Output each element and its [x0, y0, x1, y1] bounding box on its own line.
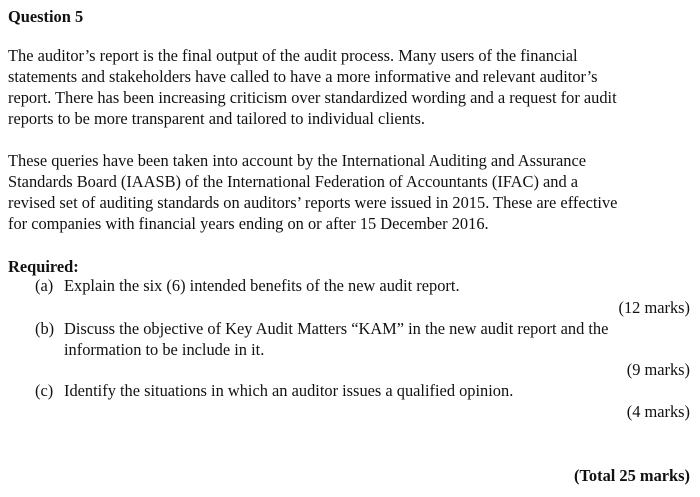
paragraph-line: The auditor’s report is the final output of the audit process. Many users of the financial [8, 46, 578, 65]
intro-paragraph [8, 45, 696, 129]
sub-question-label: (c) [35, 381, 54, 400]
sub-question-c [35, 380, 513, 401]
question-title: Question 5 [8, 7, 84, 26]
marks-c: (4 marks) [626, 402, 690, 421]
paragraph-line: These queries have been taken into account by the International Auditing and Assurance [8, 151, 587, 170]
paragraph-line: statements and stakeholders have called to have a more informative and relevant auditor’s [8, 67, 598, 86]
context-paragraph [8, 150, 696, 234]
paragraph-line: Standards Board (IAASB) of the International Federation of Accountants (IFAC) and a [8, 172, 579, 191]
required-heading: Required: [8, 257, 79, 276]
total-marks: (Total 25 marks) [574, 466, 690, 485]
sub-question-text: Explain the six (6) intended benefits of the new audit report. [64, 276, 460, 295]
sub-question-text: Discuss the objective of Key Audit Matters “KAM” in the new audit report and the [64, 319, 609, 338]
sub-question-label: (a) [35, 276, 54, 295]
sub-question-text: Identify the situations in which an auditor issues a qualified opinion. [64, 381, 514, 400]
sub-question-text-cont: information to be include in it. [64, 340, 265, 359]
paragraph-line: report. There has been increasing criticism over standardized wording and a request for audit [8, 88, 617, 107]
paragraph-line: for companies with financial years ending on or after 15 December 2016. [8, 214, 489, 233]
sub-question-label: (b) [35, 319, 55, 338]
marks-a: (12 marks) [618, 298, 690, 317]
paragraph-line: reports to be more transparent and tailored to individual clients. [8, 109, 425, 128]
paragraph-line: revised set of auditing standards on auditors’ reports were issued in 2015. These are effective [8, 193, 618, 212]
marks-b: (9 marks) [626, 360, 690, 379]
sub-question-b [35, 318, 608, 360]
sub-question-a [35, 275, 460, 296]
